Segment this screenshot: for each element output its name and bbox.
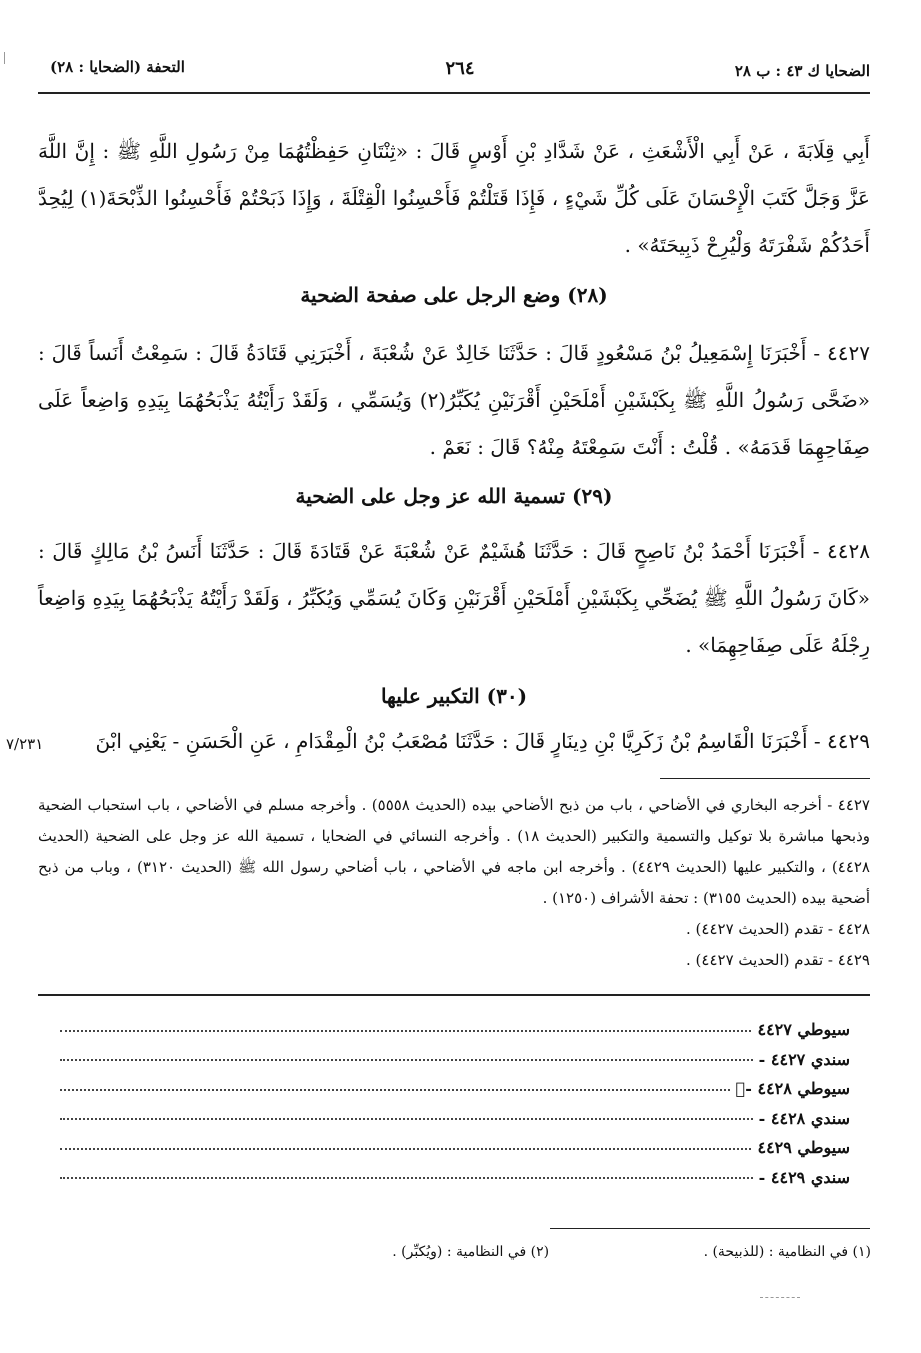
section-heading: (٣٠) التكبير عليها [380, 684, 528, 708]
header-tuhfa-ref: التحفة (الضحايا : ٢٨) [50, 58, 185, 76]
hadith-4428: ٤٤٢٨ - أَخْبَرَنَا أَحْمَدُ بْنُ نَاصِحٍ قَالَ : حَدَّثَنَا هُشَيْمٌ عَنْ شُعْبَةَ عَنْ قَتَادَةَ قَالَ : حَدَّثَنَا أَنَسُ بْنُ مَالِكٍ قَالَ : «كَانَ رَسُولُ اللَّهِ ﷺ يُضَحِّي بِكَبْشَيْنِ أَمْلَحَيْنِ أَقْرَنَيْنِ وَكَانَ يُسَمِّي وَيُكَبِّرُ ، وَلَقَدْ رَأَيْتُهُ يَذْبَحُهُمَا بِيَدِهِ وَاضِعاً رِجْلَهُ عَلَى صِفَاحِهِمَا» . [38, 539, 870, 657]
reference-row [60, 1045, 850, 1075]
scan-mark [4, 52, 5, 64]
dotted-leader [60, 1118, 753, 1120]
reference-label: سندي ٤٤٢٩ - [758, 1167, 850, 1187]
page-number: ٢٦٤ [445, 58, 475, 79]
dotted-leader [60, 1059, 753, 1061]
intro-paragraph: أَبِي قِلَابَةَ ، عَنْ أَبِي الْأَشْعَثِ ، عَنْ شَدَّادِ بْنِ أَوْسٍ قَالَ : «ثِنْتَانِ حَفِظْتُهُمَا مِنْ رَسُولِ اللَّهِ ﷺ : إِنَّ اللَّهَ عَزَّ وَجَلَّ كَتَبَ الْإِحْسَانَ عَلَى كُلِّ شَيْءٍ ، فَإِذَا قَتَلْتُمْ فَأَحْسِنُوا الْقِتْلَةَ ، وَإِذَا ذَبَحْتُمْ فَأَحْسِنُوا الذِّبْحَةَ(١) لِيُحِدَّ أَحَدُكُمْ شَفْرَتَهُ وَلْيُرِحْ ذَبِيحَتَهُ» . [38, 139, 870, 257]
margin-note: ٧/٢٣١ [6, 735, 44, 753]
footnotes [38, 790, 870, 976]
hadith-4429: ٤٤٢٩ - أَخْبَرَنَا الْقَاسِمُ بْنُ زَكَرِيَّا بْنِ دِينَارٍ قَالَ : حَدَّثَنَا مُصْعَبُ بْنُ الْمِقْدَامِ ، عَنِ الْحَسَنِ - يَعْنِي ابْنَ [95, 729, 870, 753]
dotted-leader [60, 1177, 753, 1179]
page-header [50, 58, 870, 88]
hadith-4427: ٤٤٢٧ - أَخْبَرَنَا إِسْمَعِيلُ بْنُ مَسْعُودٍ قَالَ : حَدَّثَنَا خَالِدٌ عَنْ شُعْبَةَ ، أَخْبَرَنِي قَتَادَةُ قَالَ : سَمِعْتُ أَنَساً قَالَ : «ضَحَّى رَسُولُ اللَّهِ ﷺ بِكَبْشَيْنِ أَمْلَحَيْنِ أَقْرَنَيْنِ يُكَبِّرُ(٢) وَيُسَمِّي ، وَلَقَدْ رَأَيْتُهُ يَذْبَحُهُمَا بِيَدِهِ وَاضِعاً عَلَى صِفَاحِهِمَا قَدَمَهُ» . قُلْتُ : أَنْتَ سَمِعْتَهُ مِنْهُ؟ قَالَ : نَعَمْ . [38, 341, 870, 459]
footnote-4429: ٤٤٢٩ - تقدم (الحديث ٤٤٢٧) . [686, 951, 870, 969]
reference-row [60, 1104, 850, 1134]
section-heading: (٢٩) تسمية الله عز وجل على الضحية [295, 484, 613, 508]
dotted-leader [60, 1089, 730, 1091]
variant-note-2: (٢) في النظامية : (ويُكبِّر) . [392, 1244, 550, 1260]
header-book-ref: الضحايا ك ٤٣ : ب ٢٨ [734, 62, 870, 80]
variant-note-1: (١) في النظامية : (للذبيحة) . [703, 1244, 871, 1260]
dotted-leader [60, 1030, 751, 1032]
reference-label: سندي ٤٤٢٧ - [758, 1049, 850, 1069]
footnote-4427: ٤٤٢٧ - أخرجه البخاري في الأضاحي ، باب من ذبح الأضاحي بيده (الحديث ٥٥٥٨) . وأخرجه مسلم في الأضاحي ، باب استحباب الضحية وذبحها مباشرة بلا توكيل والتسمية والتكبير (الحديث ١٨) . وأخرجه النسائي في الضحايا ، تسمية الله عز وجل على الضحية (الحديث ٤٤٢٨) ، والتكبير عليها (الحديث ٤٤٢٩) . وأخرجه ابن ماجه في الأضاحي ، باب أضاحي رسول الله ﷺ (الحديث ٣١٢٠) ، وباب من ذبح أضحية بيده (الحديث ٣١٥٥) : تحفة الأشراف (١٢٥٠) . [38, 796, 871, 907]
header-rule [38, 92, 870, 94]
footnote-4428: ٤٤٢٨ - تقدم (الحديث ٤٤٢٧) . [686, 920, 870, 938]
dotted-leader [60, 1148, 751, 1150]
scan-smudge [760, 1297, 800, 1298]
commentary-references [60, 1015, 850, 1192]
reference-label: سيوطي ٤٤٢٧ [757, 1020, 850, 1040]
reference-row [60, 1163, 850, 1193]
reference-label: سندي ٤٤٢٨ - [758, 1108, 850, 1128]
reference-rule [38, 994, 870, 996]
reference-row [60, 1133, 850, 1163]
section-heading: (٢٨) وضع الرجل على صفحة الضحية [300, 283, 608, 307]
reference-row [60, 1015, 850, 1045]
reference-row [60, 1074, 850, 1104]
reference-label: سيوطي ٤٤٢٨ -ْ [735, 1079, 850, 1099]
footnote-rule [660, 778, 870, 779]
variant-notes [392, 1244, 871, 1260]
reference-label: سيوطي ٤٤٢٩ [757, 1138, 850, 1158]
variant-notes-rule [550, 1228, 870, 1229]
